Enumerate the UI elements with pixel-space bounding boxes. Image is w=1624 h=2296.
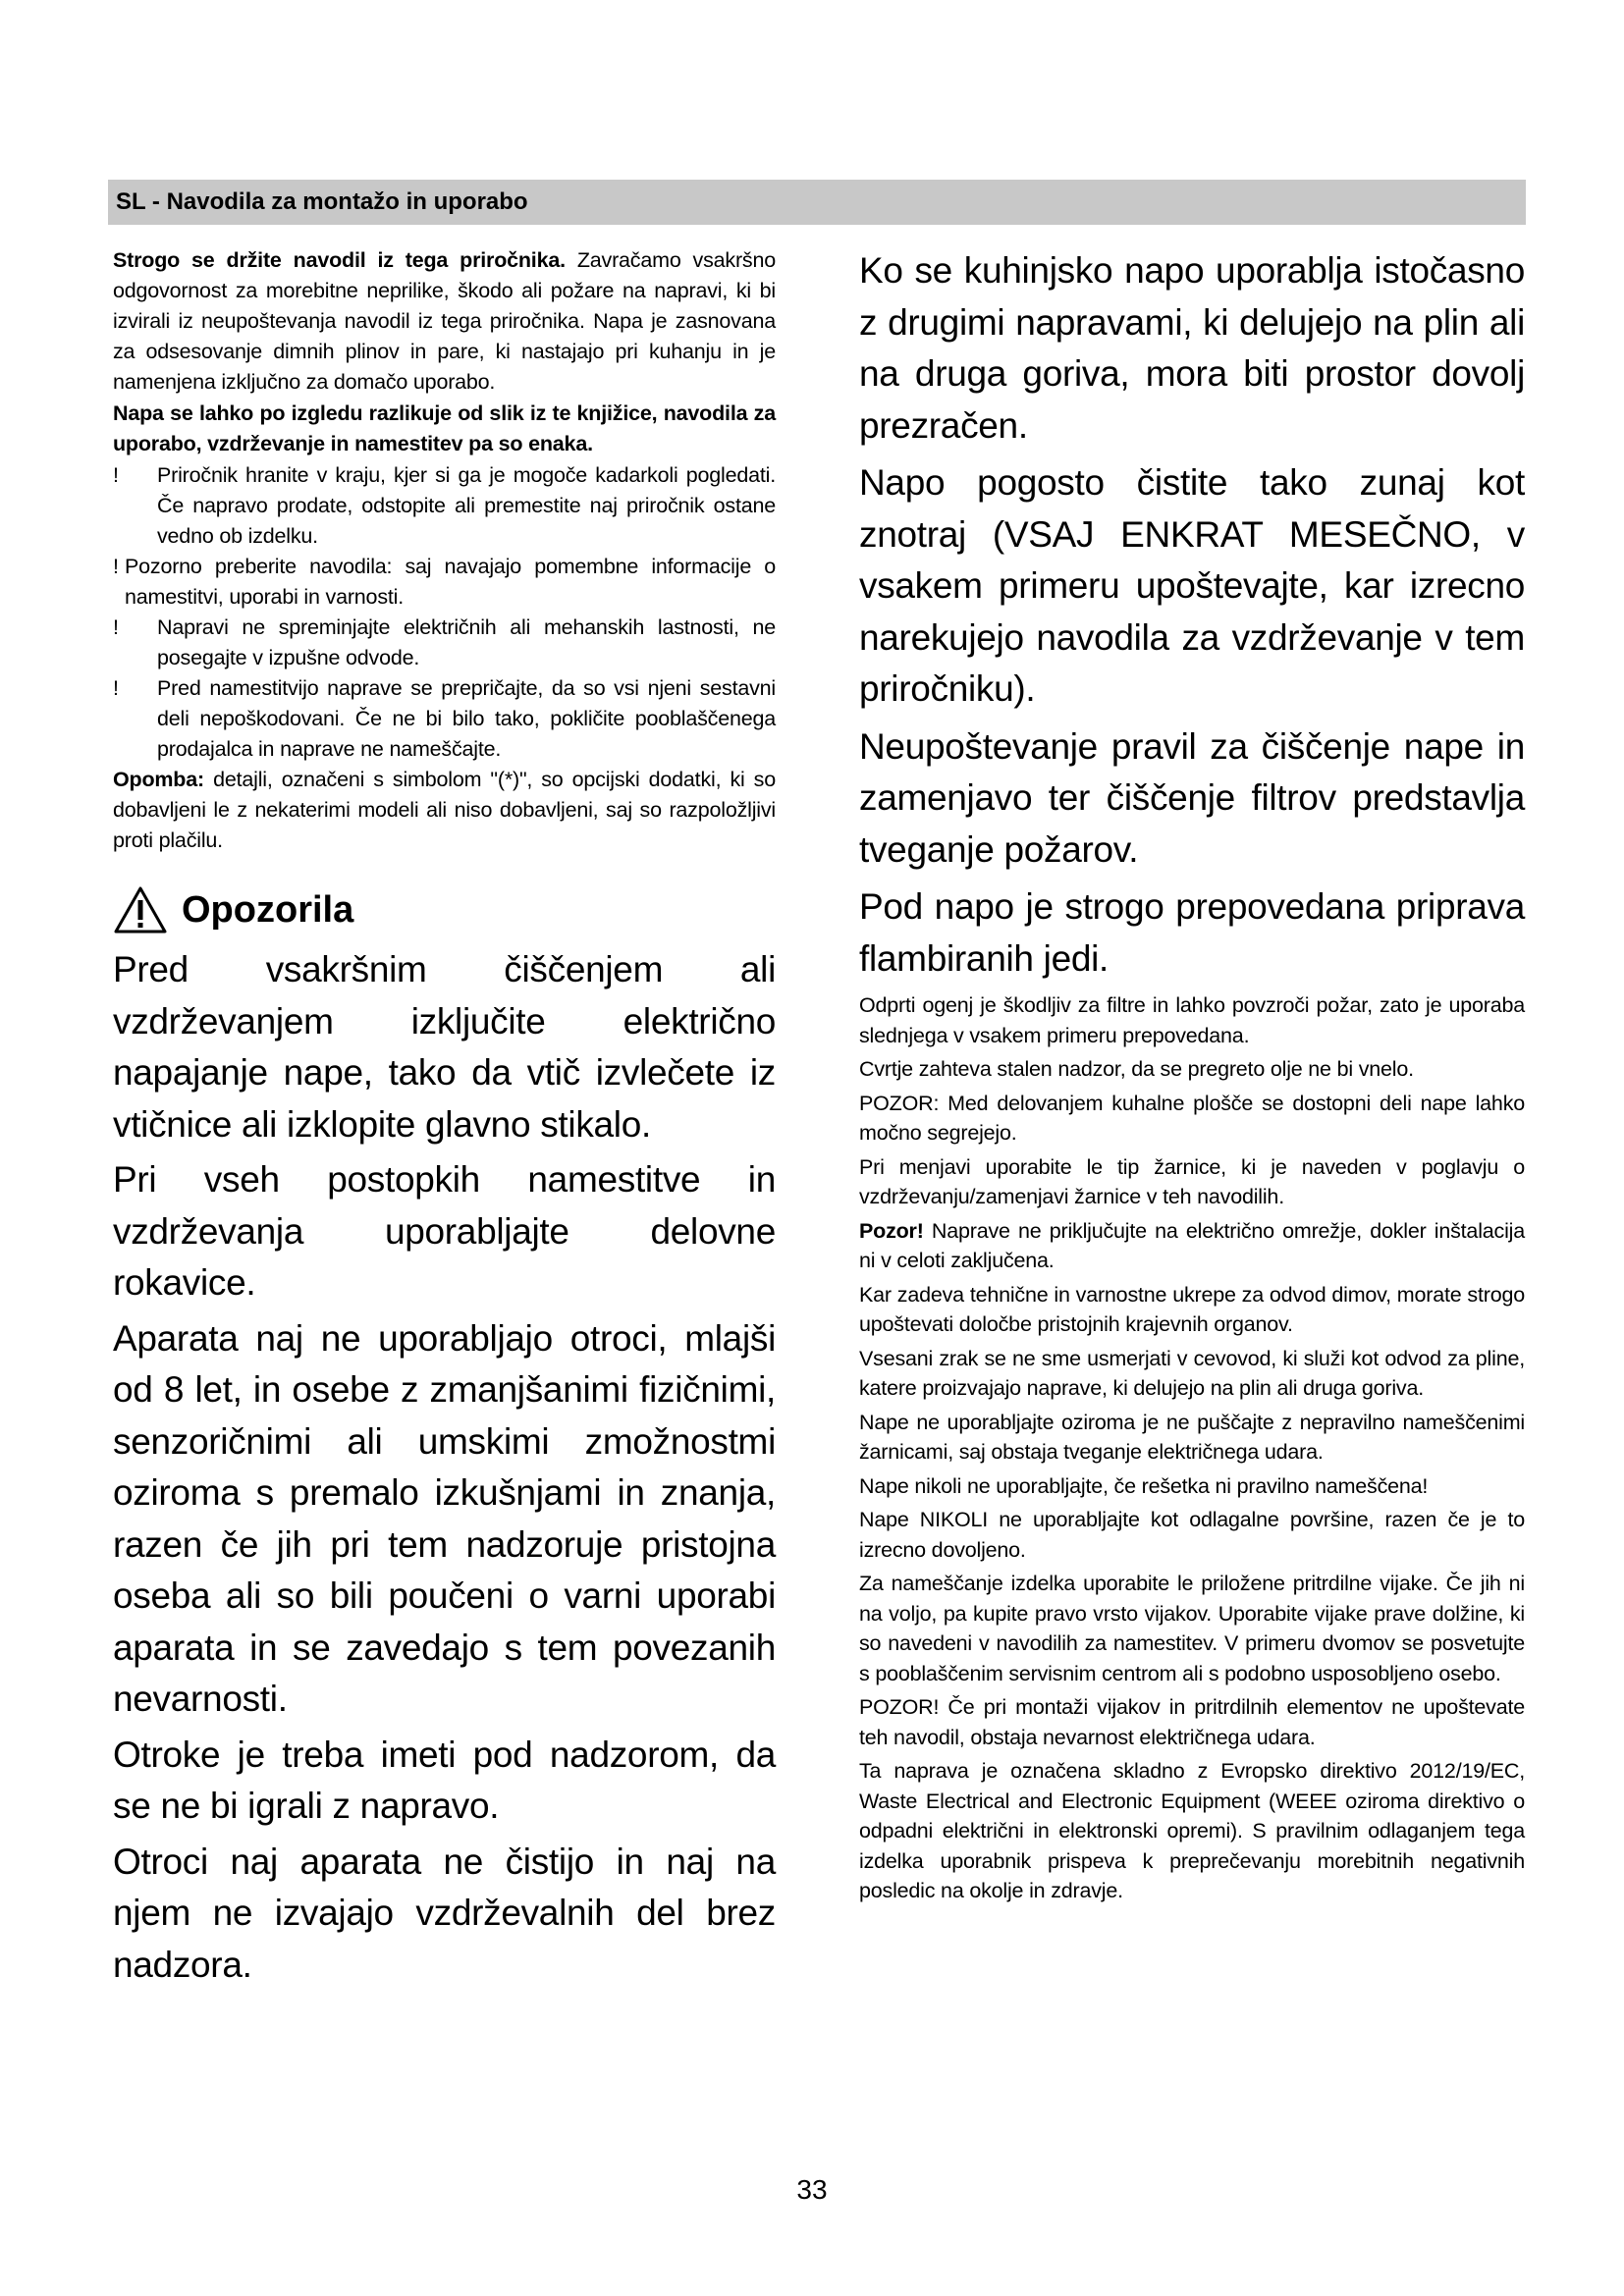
right-column xyxy=(859,245,1525,1910)
exclamation-mark: ! xyxy=(113,676,119,700)
page-number: 33 xyxy=(796,2174,828,2205)
small-paragraph: Nape NIKOLI ne uporabljajte kot odlagalne površine, razen če je to izrecno dovoljeno. xyxy=(859,1508,1525,1562)
intro-bold: Strogo se držite navodil iz tega priročnika. xyxy=(113,248,566,272)
large-paragraph: Napo pogosto čistite tako zunaj kot znotraj (VSAJ ENKRAT MESEČNO, v vsakem primeru upoštevajte, kar izrecno narekujejo navodila za vzdrževanje v tem priročniku). xyxy=(859,462,1525,709)
small-paragraph: Odprti ogenj je škodljiv za filtre in lahko povzroči požar, zato je uporaba slednjega v vsakem primeru prepovedana. xyxy=(859,993,1525,1047)
small-paragraph: POZOR: Med delovanjem kuhalne plošče se dostopni deli nape lahko močno segrejejo. xyxy=(859,1091,1525,1145)
large-paragraph: Pod napo je strogo prepovedana priprava flambiranih jedi. xyxy=(859,886,1525,979)
small-paragraph: Vsesani zrak se ne sme usmerjati v cevovod, ki služi kot odvod za pline, katere proizvajajo naprave, ki delujejo na plin ali druga goriva. xyxy=(859,1346,1525,1400)
warning-triangle-icon xyxy=(113,885,168,934)
warning-paragraph: Pri vseh postopkih namestitve in vzdrževanja uporabljajte delovne rokavice. xyxy=(113,1159,776,1303)
note-paragraph xyxy=(113,765,776,856)
note-text: detajli, označeni s simbolom "(*)", so opcijski dodatki, ki so dobavljeni le z nekaterimi modeli ali niso dobavljeni, saj so razpoložljivi proti plačilu. xyxy=(113,768,776,852)
small-paragraph: Kar zadeva tehnične in varnostne ukrepe za odvod dimov, morate strogo upoštevati določbe pristojnih krajevnih organov. xyxy=(859,1282,1525,1336)
exclamation-mark: ! xyxy=(113,463,119,487)
bold-note xyxy=(113,399,776,459)
bold-note-text: Napa se lahko po izgledu razlikuje od slik iz te knjižice, navodila za uporabo, vzdrževanje in namestitev pa so enaka. xyxy=(113,401,776,455)
small-paragraph: POZOR! Če pri montaži vijakov in pritrdilnih elementov ne upoštevate teh navodil, obstaja nevarnost električnega udara. xyxy=(859,1695,1525,1749)
bullet-text: Pozorno preberite navodila: saj navajajo pomembne informacije o namestitvi, uporabi in varnosti. xyxy=(125,555,776,609)
small-paragraph: Nape ne uporabljajte oziroma je ne puščajte z nepravilno nameščenimi žarnicami, saj obstaja tveganje električnega udara. xyxy=(859,1410,1525,1464)
right-large-block xyxy=(859,245,1525,985)
large-paragraph: Neupoštevanje pravil za čiščenje nape in zamenjavo ter čiščenje filtrov predstavlja tveganje požarov. xyxy=(859,725,1525,870)
warnings-body xyxy=(113,944,776,1991)
section-title: SL - Navodila za montažo in uporabo xyxy=(116,188,528,215)
small-paragraph: Za nameščanje izdelka uporabite le priložene pritrdilne vijake. Če jih ni na voljo, pa kupite pravo vrsto vijakov. Uporabite vijake prave dolžine, ki so navedeni v navodilih za namestitev. V primeru dvomov se posvetujte s pooblaščenim servisnim centrom ali s podobno usposobljeno osebo. xyxy=(859,1572,1525,1685)
note-label: Opomba: xyxy=(113,768,204,791)
warnings-heading xyxy=(113,885,776,934)
bullet-text: Napravi ne spreminjajte električnih ali mehanskih lastnosti, ne posegajte v izpušne odvode. xyxy=(157,615,776,669)
pozor-label: Pozor! xyxy=(859,1218,924,1243)
exclamation-mark: ! xyxy=(113,555,119,578)
small-paragraph: Nape nikoli ne uporabljajte, če rešetka ni pravilno nameščena! xyxy=(859,1473,1429,1498)
intro-text: Zavračamo vsakršno odgovornost za morebitne neprilike, škodo ali požare na napravi, ki bi izvirali iz neupoštevanja navodil iz tega priročnika. Napa je zasnovana za odsesovanje dimnih plinov in pare, ki nastajajo pri kuhanju in je namenjena izključno za domačo uporabo. xyxy=(113,248,776,394)
warning-paragraph: Aparata naj ne uporabljajo otroci, mlajši od 8 let, in osebe z zmanjšanimi fizičnimi, senzoričnimi ali umskimi zmožnostmi oziroma s premalo izkušnjami in znanja, razen če jih pri tem nadzoruje pristojna oseba ali so bili poučeni o varni uporabi aparata in se zavedajo s tem povezanih nevarnosti. xyxy=(113,1317,776,1719)
bullet-item xyxy=(113,552,776,613)
warning-paragraph: Pred vsakršnim čiščenjem ali vzdrževanjem izključite električno napajanje nape, tako da vtič izvlečete iz vtičnice ali izklopite glavno stikalo. xyxy=(113,949,776,1145)
small-paragraph: Ta naprava je označena skladno z Evropsko direktivo 2012/19/EC, Waste Electrical and Electronic Equipment (WEEE oziroma direktivo o odpadni električni in elektronski opremi). S pravilnim odlaganjem tega izdelka uporabnik prispeva k preprečevanju morebitnih negativnih posledic na okolje in zdravje. xyxy=(859,1759,1525,1902)
bullet-text: Pred namestitvijo naprave se prepričajte, da so vsi njeni sestavni deli nepoškodovani. Če ne bi bilo tako, pokličite pooblaščenega prodajalca in naprave ne nameščajte. xyxy=(157,676,776,761)
small-paragraph: Cvrtje zahteva stalen nadzor, da se pregreto olje ne bi vnelo. xyxy=(859,1057,1414,1081)
small-paragraph: Pri menjavi uporabite le tip žarnice, ki je naveden v poglavju o vzdrževanju/zamenjavi žarnice v teh navodilih. xyxy=(859,1154,1525,1208)
right-small-block xyxy=(859,990,1525,1906)
left-column xyxy=(113,245,776,1995)
pozor-text: Naprave ne priključujte na električno omrežje, dokler inštalacija ni v celoti zaključena. xyxy=(859,1218,1525,1272)
intro-paragraph xyxy=(113,245,776,398)
bullet-item xyxy=(113,673,776,765)
intro-block xyxy=(113,245,776,856)
warning-paragraph: Otroke je treba imeti pod nadzorom, da se ne bi igrali z napravo. xyxy=(113,1734,776,1826)
warnings-title: Opozorila xyxy=(182,888,354,931)
exclamation-mark: ! xyxy=(113,615,119,639)
warning-paragraph: Otroci naj aparata ne čistijo in naj na njem ne izvajajo vzdrževalnih del brez nadzora. xyxy=(113,1841,776,1985)
large-paragraph: Ko se kuhinjsko napo uporablja istočasno z drugimi napravami, ki delujejo na plin ali na druga goriva, mora biti prostor dovolj prezračen. xyxy=(859,250,1525,446)
bullet-text: Priročnik hranite v kraju, kjer si ga je mogoče kadarkoli pogledati. Če napravo prodate, odstopite ali premestite naj priročnik ostane vedno ob izdelku. xyxy=(157,463,776,548)
bullet-item xyxy=(113,613,776,673)
section-header-bar xyxy=(108,180,1526,225)
bullet-item xyxy=(113,460,776,552)
pozor-paragraph xyxy=(859,1216,1525,1276)
